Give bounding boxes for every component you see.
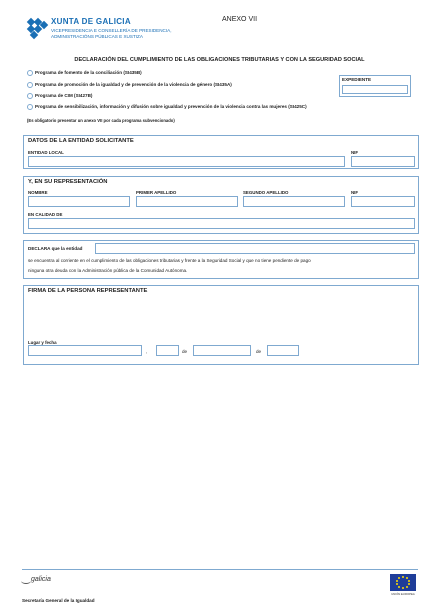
comma-separator: , bbox=[146, 349, 148, 354]
radio-button[interactable] bbox=[27, 82, 33, 88]
de-label-1: de bbox=[182, 349, 188, 354]
nombre-input[interactable] bbox=[28, 196, 130, 207]
representative-nif-label: NIF bbox=[351, 190, 359, 195]
entity-nif-input[interactable] bbox=[351, 156, 415, 167]
program-label: Programa de CIM (SI427B) bbox=[35, 93, 93, 98]
representative-section bbox=[23, 176, 419, 234]
expediente-input[interactable] bbox=[342, 85, 408, 94]
declaration-section bbox=[23, 240, 419, 279]
place-date-label: Lugar y fecha bbox=[28, 340, 57, 345]
entity-section bbox=[23, 135, 419, 169]
entity-nif-label: NIF bbox=[351, 150, 359, 155]
footer-secretaria: Secretaría General de la Igualdad bbox=[22, 598, 95, 603]
segundo-apellido-label: SEGUNDO APELLIDO bbox=[243, 190, 289, 195]
radio-button[interactable] bbox=[27, 70, 33, 76]
program-label: Programa de sensibilización, información y difusión sobre igualdad y prevención de la violencia contra las mujeres (SI425C) bbox=[35, 104, 307, 109]
department-line-2: ADMINISTRACIÓNS PÚBLICAS E XUSTIZA bbox=[51, 34, 143, 39]
galicia-logo-text: galicia bbox=[31, 576, 51, 583]
representative-nif-input[interactable] bbox=[351, 196, 415, 207]
org-name: XUNTA DE GALICIA bbox=[51, 17, 131, 26]
declaration-entity-input[interactable] bbox=[95, 243, 415, 254]
expediente-box bbox=[339, 75, 411, 97]
entity-section-title: DATOS DE LA ENTIDAD SOLICITANTE bbox=[28, 138, 134, 144]
program-label: Programa de fomento de la conciliación (SI435B) bbox=[35, 70, 142, 75]
department-line-1: VICEPRESIDENCIA E CONSELLERÍA DE PRESIDENCIA, bbox=[51, 28, 172, 33]
expediente-label: EXPEDIENTE bbox=[342, 77, 372, 82]
nombre-label: NOMBRE bbox=[28, 190, 48, 195]
entidad-local-label: ENTIDAD LOCAL bbox=[28, 150, 64, 155]
declaration-line-3: ninguna otra deuda con la Administración pública de la Comunidad Autónoma. bbox=[28, 268, 188, 273]
entidad-local-input[interactable] bbox=[28, 156, 345, 167]
program-option-si435a[interactable] bbox=[27, 81, 232, 88]
program-option-si435b[interactable] bbox=[27, 69, 142, 76]
program-label: Programa de promoción de la igualdad y de prevención de la violencia de género (SI435A) bbox=[35, 82, 232, 87]
footer-divider bbox=[22, 569, 418, 570]
program-option-si427b[interactable] bbox=[27, 92, 92, 99]
year-input[interactable] bbox=[267, 345, 299, 356]
signature-section bbox=[23, 285, 419, 365]
representative-section-title: Y, EN SU REPRESENTACIÓN bbox=[28, 179, 108, 185]
program-option-si425c[interactable] bbox=[27, 103, 307, 110]
month-input[interactable] bbox=[193, 345, 251, 356]
calidad-label: EN CALIDAD DE bbox=[28, 212, 63, 217]
document-title: DECLARACIÓN DEL CUMPLIMIENTO DE LAS OBLIGACIONES TRIBUTARIAS Y CON LA SEGURIDAD SOCIAL bbox=[74, 57, 365, 63]
eu-flag-icon bbox=[390, 574, 416, 591]
place-input[interactable] bbox=[28, 345, 142, 356]
eu-caption: UNIÓN EUROPEA bbox=[391, 592, 415, 596]
signature-section-title: FIRMA DE LA PERSONA REPRESENTANTE bbox=[28, 288, 148, 294]
xunta-logo-icon bbox=[28, 19, 47, 38]
galicia-swoosh-icon bbox=[21, 578, 31, 584]
de-label-2: de bbox=[256, 349, 262, 354]
department-name bbox=[51, 28, 201, 40]
segundo-apellido-input[interactable] bbox=[243, 196, 345, 207]
annex-label: ANEXO VII bbox=[222, 16, 258, 23]
primer-apellido-label: PRIMER APELLIDO bbox=[136, 190, 177, 195]
declaration-prefix: DECLARA que la entidad bbox=[28, 246, 83, 251]
declaration-line-2: se encuentra al corriente en el cumplimiento de las obligaciones tributarias y frente a la Seguridad Social y que no tiene pendiente de pago bbox=[28, 258, 311, 263]
calidad-input[interactable] bbox=[28, 218, 415, 229]
day-input[interactable] bbox=[156, 345, 179, 356]
radio-button[interactable] bbox=[27, 93, 33, 99]
obligation-note: (Es obligatorio presentar un anexo VII por cada programa subvencionado) bbox=[27, 118, 175, 123]
radio-button[interactable] bbox=[27, 104, 33, 110]
primer-apellido-input[interactable] bbox=[136, 196, 238, 207]
